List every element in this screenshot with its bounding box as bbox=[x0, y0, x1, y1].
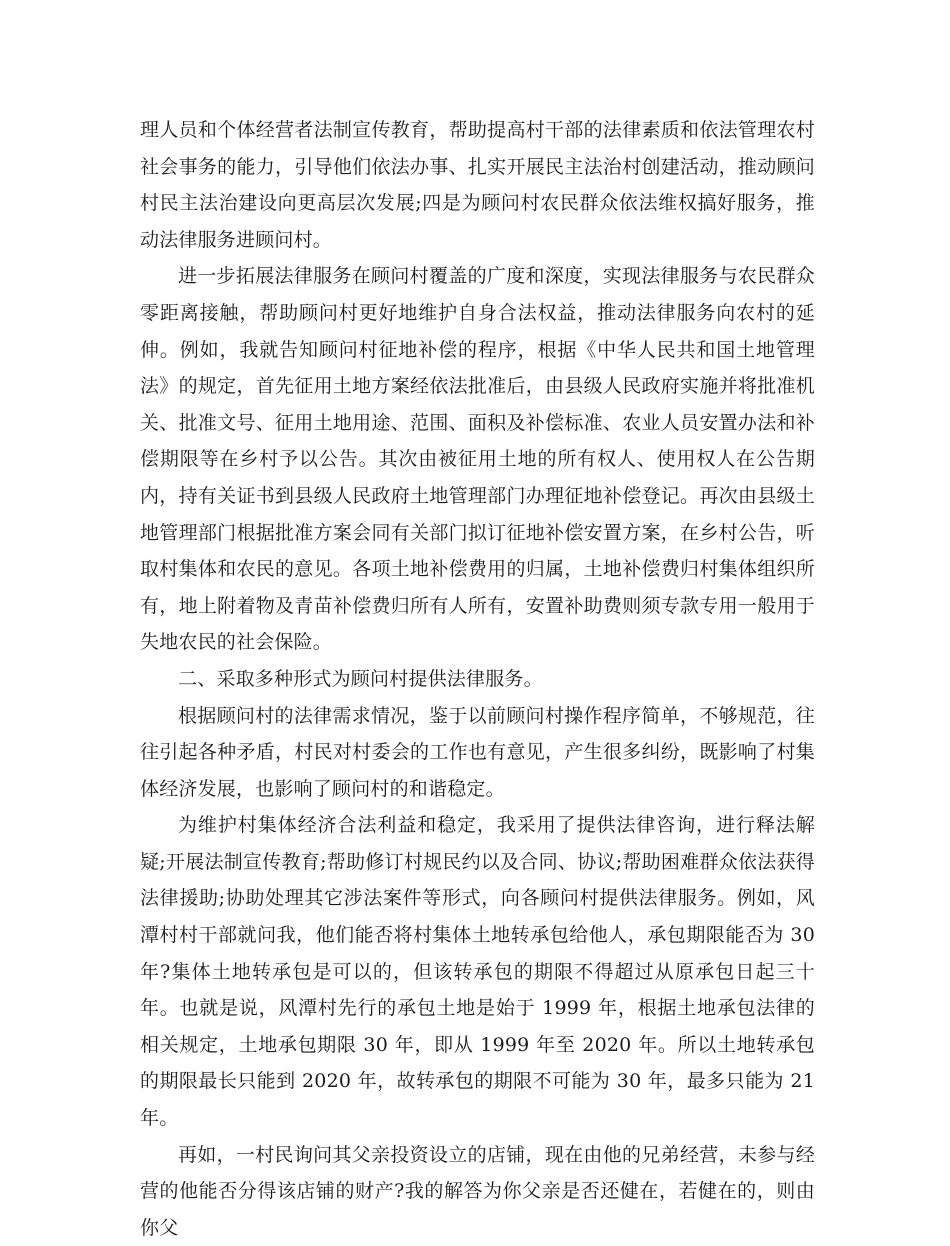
paragraph-service-forms: 为维护村集体经济合法利益和稳定，我采用了提供法律咨询，进行释法解疑;开展法制宣传教育;帮助修订村规民约以及合同、协议;帮助困难群众依法获得法律援助;协助处理其它涉法案件等形式，向各顾问村提供法律服务。例如，风潭村村干部就问我，他们能否将村集体土地转承包给他人，承包期限能否为 30 年?集体土地转承包是可以的，但该转承包的期限不得超过从原承包日起三十年。也就是说，风潭村先行的承包土地是始于 1999 年，根据土地承包法律的相关规定，土地承包期限 30 年，即从 1999 年至 2020 年。所以土地转承包的期限最长只能到 2020 年，故转承包的期限不可能为 30 年，最多只能为 21 年。 bbox=[140, 814, 815, 1130]
paragraph-legal-needs: 根据顾问村的法律需求情况，鉴于以前顾问村操作程序简单，不够规范，往往引起各种矛盾，村民对村委会的工作也有意见，产生很多纠纷，既影响了村集体经济发展，也影响了顾问村的和谐稳定。 bbox=[140, 704, 815, 800]
paragraph-continuation: 理人员和个体经营者法制宣传教育，帮助提高村干部的法律素质和依法管理农村社会事务的能力，引导他们依法办事、扎实开展民主法治村创建活动，推动顾问村民主法治建设向更高层次发展;四是为顾问村农民群众依法维权搞好服务，推动法律服务进顾问村。 bbox=[140, 119, 815, 251]
document-body bbox=[140, 112, 815, 1246]
paragraph-land-compensation: 进一步拓展法律服务在顾问村覆盖的广度和深度，实现法律服务与农民群众零距离接触，帮助顾问村更好地维护自身合法权益，推动法律服务向农村的延伸。例如，我就告知顾问村征地补偿的程序，根据《中华人民共和国土地管理法》的规定，首先征用土地方案经依法批准后，由县级人民政府实施并将批准机关、批准文号、征用土地用途、范围、面积及补偿标准、农业人员安置办法和补偿期限等在乡村予以公告。其次由被征用土地的所有权人、使用权人在公告期内，持有关证书到县级人民政府土地管理部门办理征地补偿登记。再次由县级土地管理部门根据批准方案会同有关部门拟订征地补偿安置方案，在乡村公告，听取村集体和农民的意见。各项土地补偿费用的归属，土地补偿费归村集体组织所有，地上附着物及青苗补偿费归所有人所有，安置补助费则须专款专用一般用于失地农民的社会保险。 bbox=[140, 265, 815, 654]
section-heading: 二、采取多种形式为顾问村提供法律服务。 bbox=[178, 667, 543, 690]
paragraph-store-example: 再如，一村民询问其父亲投资设立的店铺，现在由他的兄弟经营，未参与经营的他能否分得该店铺的财产?我的解答为你父亲是否还健在，若健在的，则由你父 bbox=[140, 1143, 815, 1239]
